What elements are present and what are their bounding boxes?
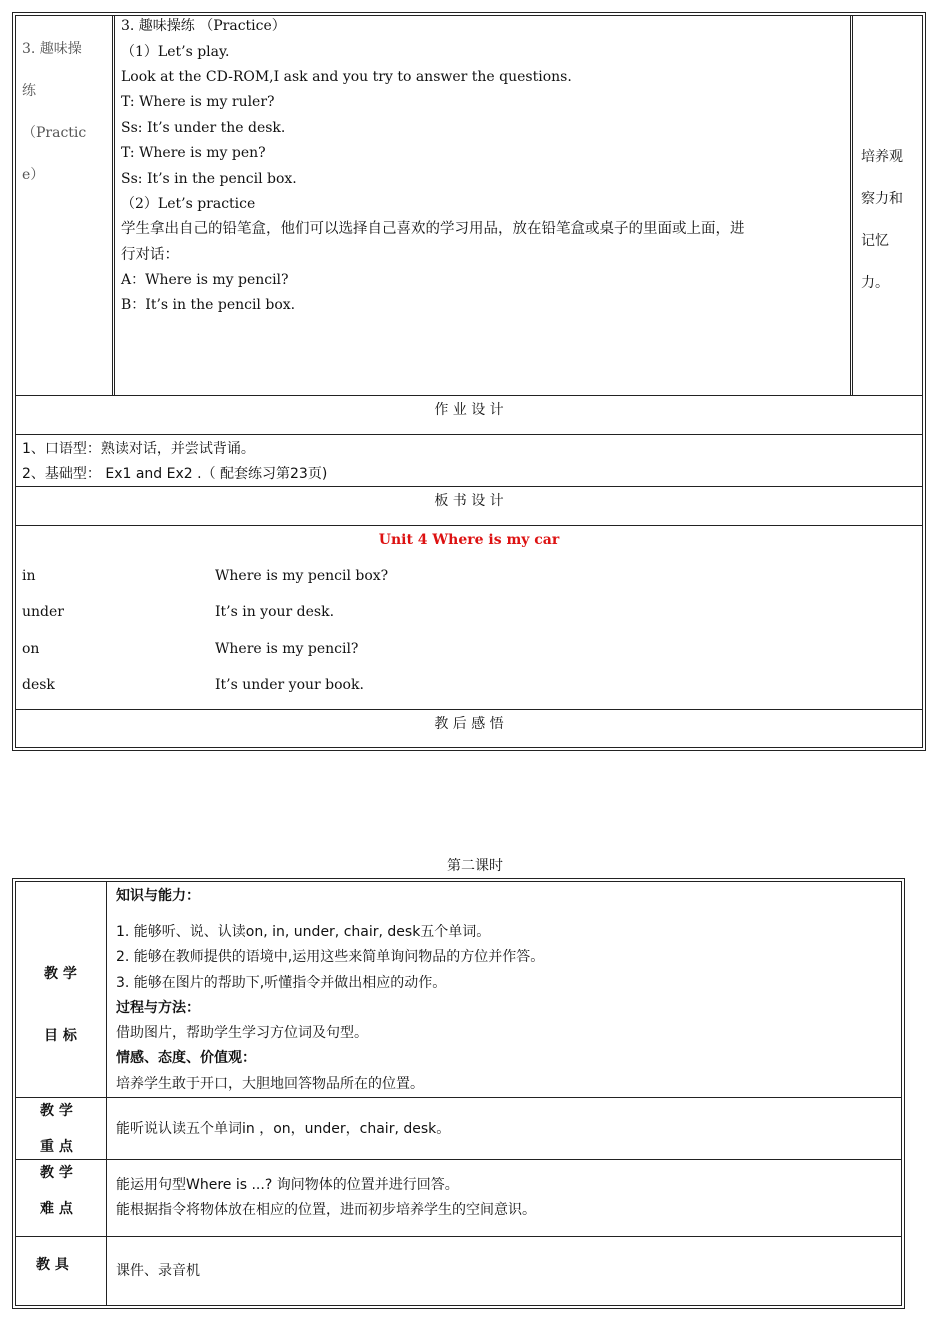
stage-label-line: 练 xyxy=(22,83,36,99)
difficulty-line: 能根据指令将物体放在相应的位置，进而初步培养学生的空间意识。 xyxy=(116,1202,536,1218)
knowledge-heading: 知识与能力： xyxy=(116,888,200,904)
practice-line: Look at the CD-ROM,I ask and you try to answer the questions. xyxy=(121,69,572,85)
difficulty-line: 能运用句型Where is ...? 询问物体的位置并进行回答。 xyxy=(116,1177,459,1193)
practice-line: 学生拿出自己的铅笔盒，他们可以选择自己喜欢的学习用品，放在铅笔盒或桌子的里面或上面，进 xyxy=(121,221,745,237)
stage-label-line: e） xyxy=(22,167,45,183)
purpose-line: 记忆 xyxy=(861,233,889,249)
practice-line: 行对话： xyxy=(121,247,179,263)
emotion-heading: 情感、态度、价值观： xyxy=(116,1050,256,1066)
practice-line: （2）Let’s practice xyxy=(121,196,256,212)
difficulty-label: 难 点 xyxy=(40,1201,73,1217)
goals-label: 目 标 xyxy=(44,1028,77,1044)
purpose-line: 力。 xyxy=(861,275,889,291)
practice-line: Ss: It’s in the pencil box. xyxy=(121,171,297,187)
process-heading: 过程与方法： xyxy=(116,1000,200,1016)
practice-line: （1）Let’s play. xyxy=(121,44,230,60)
key-text: 能听说认读五个单词in ，on，under，chair, desk。 xyxy=(116,1121,451,1137)
reflection-header: 教 后 感 悟 xyxy=(434,716,504,732)
board-word: desk xyxy=(22,677,55,693)
practice-line: A：Where is my pencil? xyxy=(121,272,289,288)
practice-line: B：It’s in the pencil box. xyxy=(121,297,296,313)
board-word: in xyxy=(22,568,36,584)
practice-line: T: Where is my ruler? xyxy=(121,94,275,110)
purpose-line: 察力和 xyxy=(861,191,903,207)
stage-label-line: （Practic xyxy=(22,125,87,141)
knowledge-item: 1. 能够听、说、认读on, in, under, chair, desk五个单词。 xyxy=(116,924,491,940)
board-sentence: It’s under your book. xyxy=(215,677,364,693)
board-word: under xyxy=(22,604,64,620)
board-word: on xyxy=(22,641,40,657)
key-label: 教 学 xyxy=(40,1103,73,1119)
goals-label: 教 学 xyxy=(44,966,77,982)
knowledge-item: 3. 能够在图片的帮助下,听懂指令并做出相应的动作。 xyxy=(116,975,447,991)
stage-label-line: 3. 趣味操 xyxy=(22,41,82,57)
homework-header: 作 业 设 计 xyxy=(434,402,504,418)
board-header: 板 书 设 计 xyxy=(434,493,504,509)
knowledge-item: 2. 能够在教师提供的语境中,运用这些来简单询问物品的方位并作答。 xyxy=(116,949,545,965)
purpose-line: 培养观 xyxy=(861,149,903,165)
lesson-two-title: 第二课时 xyxy=(447,858,503,874)
difficulty-label: 教 学 xyxy=(40,1165,73,1181)
key-label: 重 点 xyxy=(40,1139,73,1155)
emotion-text: 培养学生敢于开口，大胆地回答物品所在的位置。 xyxy=(116,1076,424,1092)
tools-label: 教 具 xyxy=(36,1257,69,1273)
homework-line: 2、基础型： Ex1 and Ex2 .（ 配套练习第23页) xyxy=(22,466,328,482)
practice-line: Ss: It’s under the desk. xyxy=(121,120,286,136)
board-sentence: Where is my pencil? xyxy=(215,641,359,657)
practice-line: 3. 趣味操练 （Practice） xyxy=(121,18,286,34)
tools-text: 课件、录音机 xyxy=(116,1263,200,1279)
practice-line: T: Where is my pen? xyxy=(121,145,266,161)
board-title: Unit 4 Where is my car xyxy=(378,532,560,548)
board-sentence: It’s in your desk. xyxy=(215,604,335,620)
process-text: 借助图片，帮助学生学习方位词及句型。 xyxy=(116,1025,368,1041)
board-sentence: Where is my pencil box? xyxy=(215,568,389,584)
homework-line: 1、口语型：熟读对话，并尝试背诵。 xyxy=(22,441,255,457)
